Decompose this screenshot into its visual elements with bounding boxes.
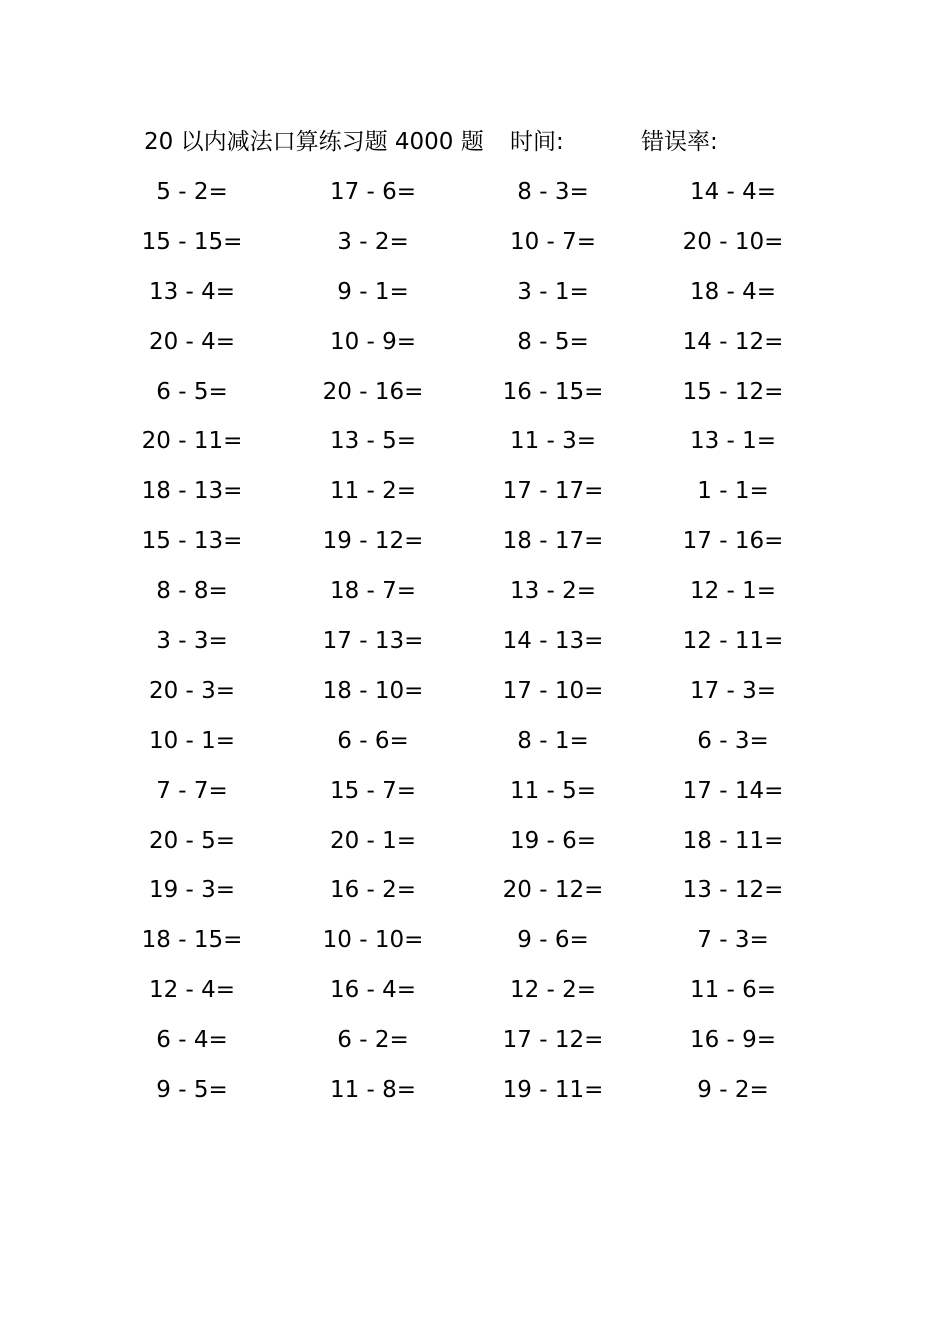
problem-row [0,1020,950,1070]
problem-item: 14 - 13= [502,628,604,655]
problem-item: 14 - 4= [689,179,777,205]
worksheet-header [144,124,824,160]
problem-item: 15 - 13= [141,528,243,555]
problem-row [0,1070,950,1120]
problem-item: 3 - 3= [156,628,228,655]
problem-item: 20 - 1= [329,827,417,854]
problem-row [0,920,950,970]
problem-item: 12 - 2= [509,977,597,1004]
problem-row [0,172,950,222]
problem-item: 17 - 6= [329,179,417,205]
problem-row [0,322,950,372]
problem-item: 20 - 12= [502,877,604,904]
problem-item: 11 - 2= [329,478,417,505]
problem-item: 20 - 16= [322,378,424,405]
problem-item: 9 - 5= [156,1077,228,1104]
problem-row [0,721,950,771]
problem-item: 12 - 4= [148,977,236,1004]
worksheet-title: 20 以内减法口算练习题 4000 题 [144,129,484,155]
problem-item: 15 - 15= [141,228,243,255]
problem-row [0,571,950,621]
problem-item: 8 - 3= [517,179,589,205]
problem-row [0,372,950,422]
problem-row [0,521,950,571]
problem-item: 6 - 2= [337,1027,409,1054]
problem-item: 10 - 10= [322,927,424,954]
problem-item: 13 - 5= [329,428,417,455]
problem-item: 17 - 14= [682,777,784,804]
problem-item: 17 - 3= [689,677,777,704]
problem-row [0,870,950,920]
problem-item: 20 - 3= [148,677,236,704]
problem-item: 19 - 6= [509,827,597,854]
problem-item: 6 - 4= [156,1027,228,1054]
problem-item: 17 - 16= [682,528,784,555]
time-label: 时间: [510,129,564,155]
problem-item: 8 - 5= [517,328,589,355]
problem-row [0,272,950,322]
problem-item: 11 - 8= [329,1077,417,1104]
problem-item: 1 - 1= [697,478,769,505]
problem-item: 18 - 4= [689,278,777,305]
problem-item: 17 - 17= [502,478,604,505]
problem-row [0,771,950,821]
problem-item: 17 - 12= [502,1027,604,1054]
problem-item: 13 - 2= [509,578,597,605]
problem-row [0,821,950,871]
problem-item: 19 - 11= [502,1077,604,1104]
problem-item: 18 - 10= [322,677,424,704]
problem-item: 18 - 7= [329,578,417,605]
problem-item: 16 - 4= [329,977,417,1004]
problem-item: 18 - 13= [141,478,243,505]
problem-item: 6 - 6= [337,727,409,754]
problem-item: 18 - 17= [502,528,604,555]
problem-item: 12 - 1= [689,578,777,605]
problem-item: 20 - 5= [148,827,236,854]
problem-item: 13 - 12= [682,877,784,904]
problem-grid [0,172,950,1120]
problem-item: 10 - 1= [148,727,236,754]
problem-item: 11 - 5= [509,777,597,804]
problem-item: 8 - 1= [517,727,589,754]
problem-row [0,970,950,1020]
problem-item: 5 - 2= [156,179,228,205]
problem-item: 18 - 15= [141,927,243,954]
problem-row [0,621,950,671]
problem-item: 17 - 13= [322,628,424,655]
problem-item: 6 - 5= [156,378,228,405]
problem-item: 11 - 3= [509,428,597,455]
problem-item: 19 - 3= [148,877,236,904]
problem-item: 7 - 7= [156,777,228,804]
problem-item: 16 - 9= [689,1027,777,1054]
problem-item: 16 - 15= [502,378,604,405]
problem-item: 15 - 12= [682,378,784,405]
problem-item: 20 - 4= [148,328,236,355]
problem-item: 6 - 3= [697,727,769,754]
problem-item: 10 - 7= [509,228,597,255]
problem-item: 3 - 1= [517,278,589,305]
problem-item: 9 - 1= [337,278,409,305]
error-rate-label: 错误率: [641,129,718,155]
problem-item: 13 - 4= [148,278,236,305]
problem-item: 20 - 11= [141,428,243,455]
problem-item: 7 - 3= [697,927,769,954]
problem-item: 9 - 6= [517,927,589,954]
problem-item: 10 - 9= [329,328,417,355]
problem-item: 16 - 2= [329,877,417,904]
problem-row [0,471,950,521]
problem-row [0,671,950,721]
problem-item: 12 - 11= [682,628,784,655]
problem-row [0,421,950,471]
problem-item: 17 - 10= [502,677,604,704]
problem-item: 8 - 8= [156,578,228,605]
problem-item: 20 - 10= [682,228,784,255]
problem-item: 15 - 7= [329,777,417,804]
problem-item: 19 - 12= [322,528,424,555]
problem-item: 9 - 2= [697,1077,769,1104]
problem-row [0,222,950,272]
problem-item: 13 - 1= [689,428,777,455]
problem-item: 3 - 2= [337,228,409,255]
problem-item: 18 - 11= [682,827,784,854]
problem-item: 11 - 6= [689,977,777,1004]
problem-item: 14 - 12= [682,328,784,355]
